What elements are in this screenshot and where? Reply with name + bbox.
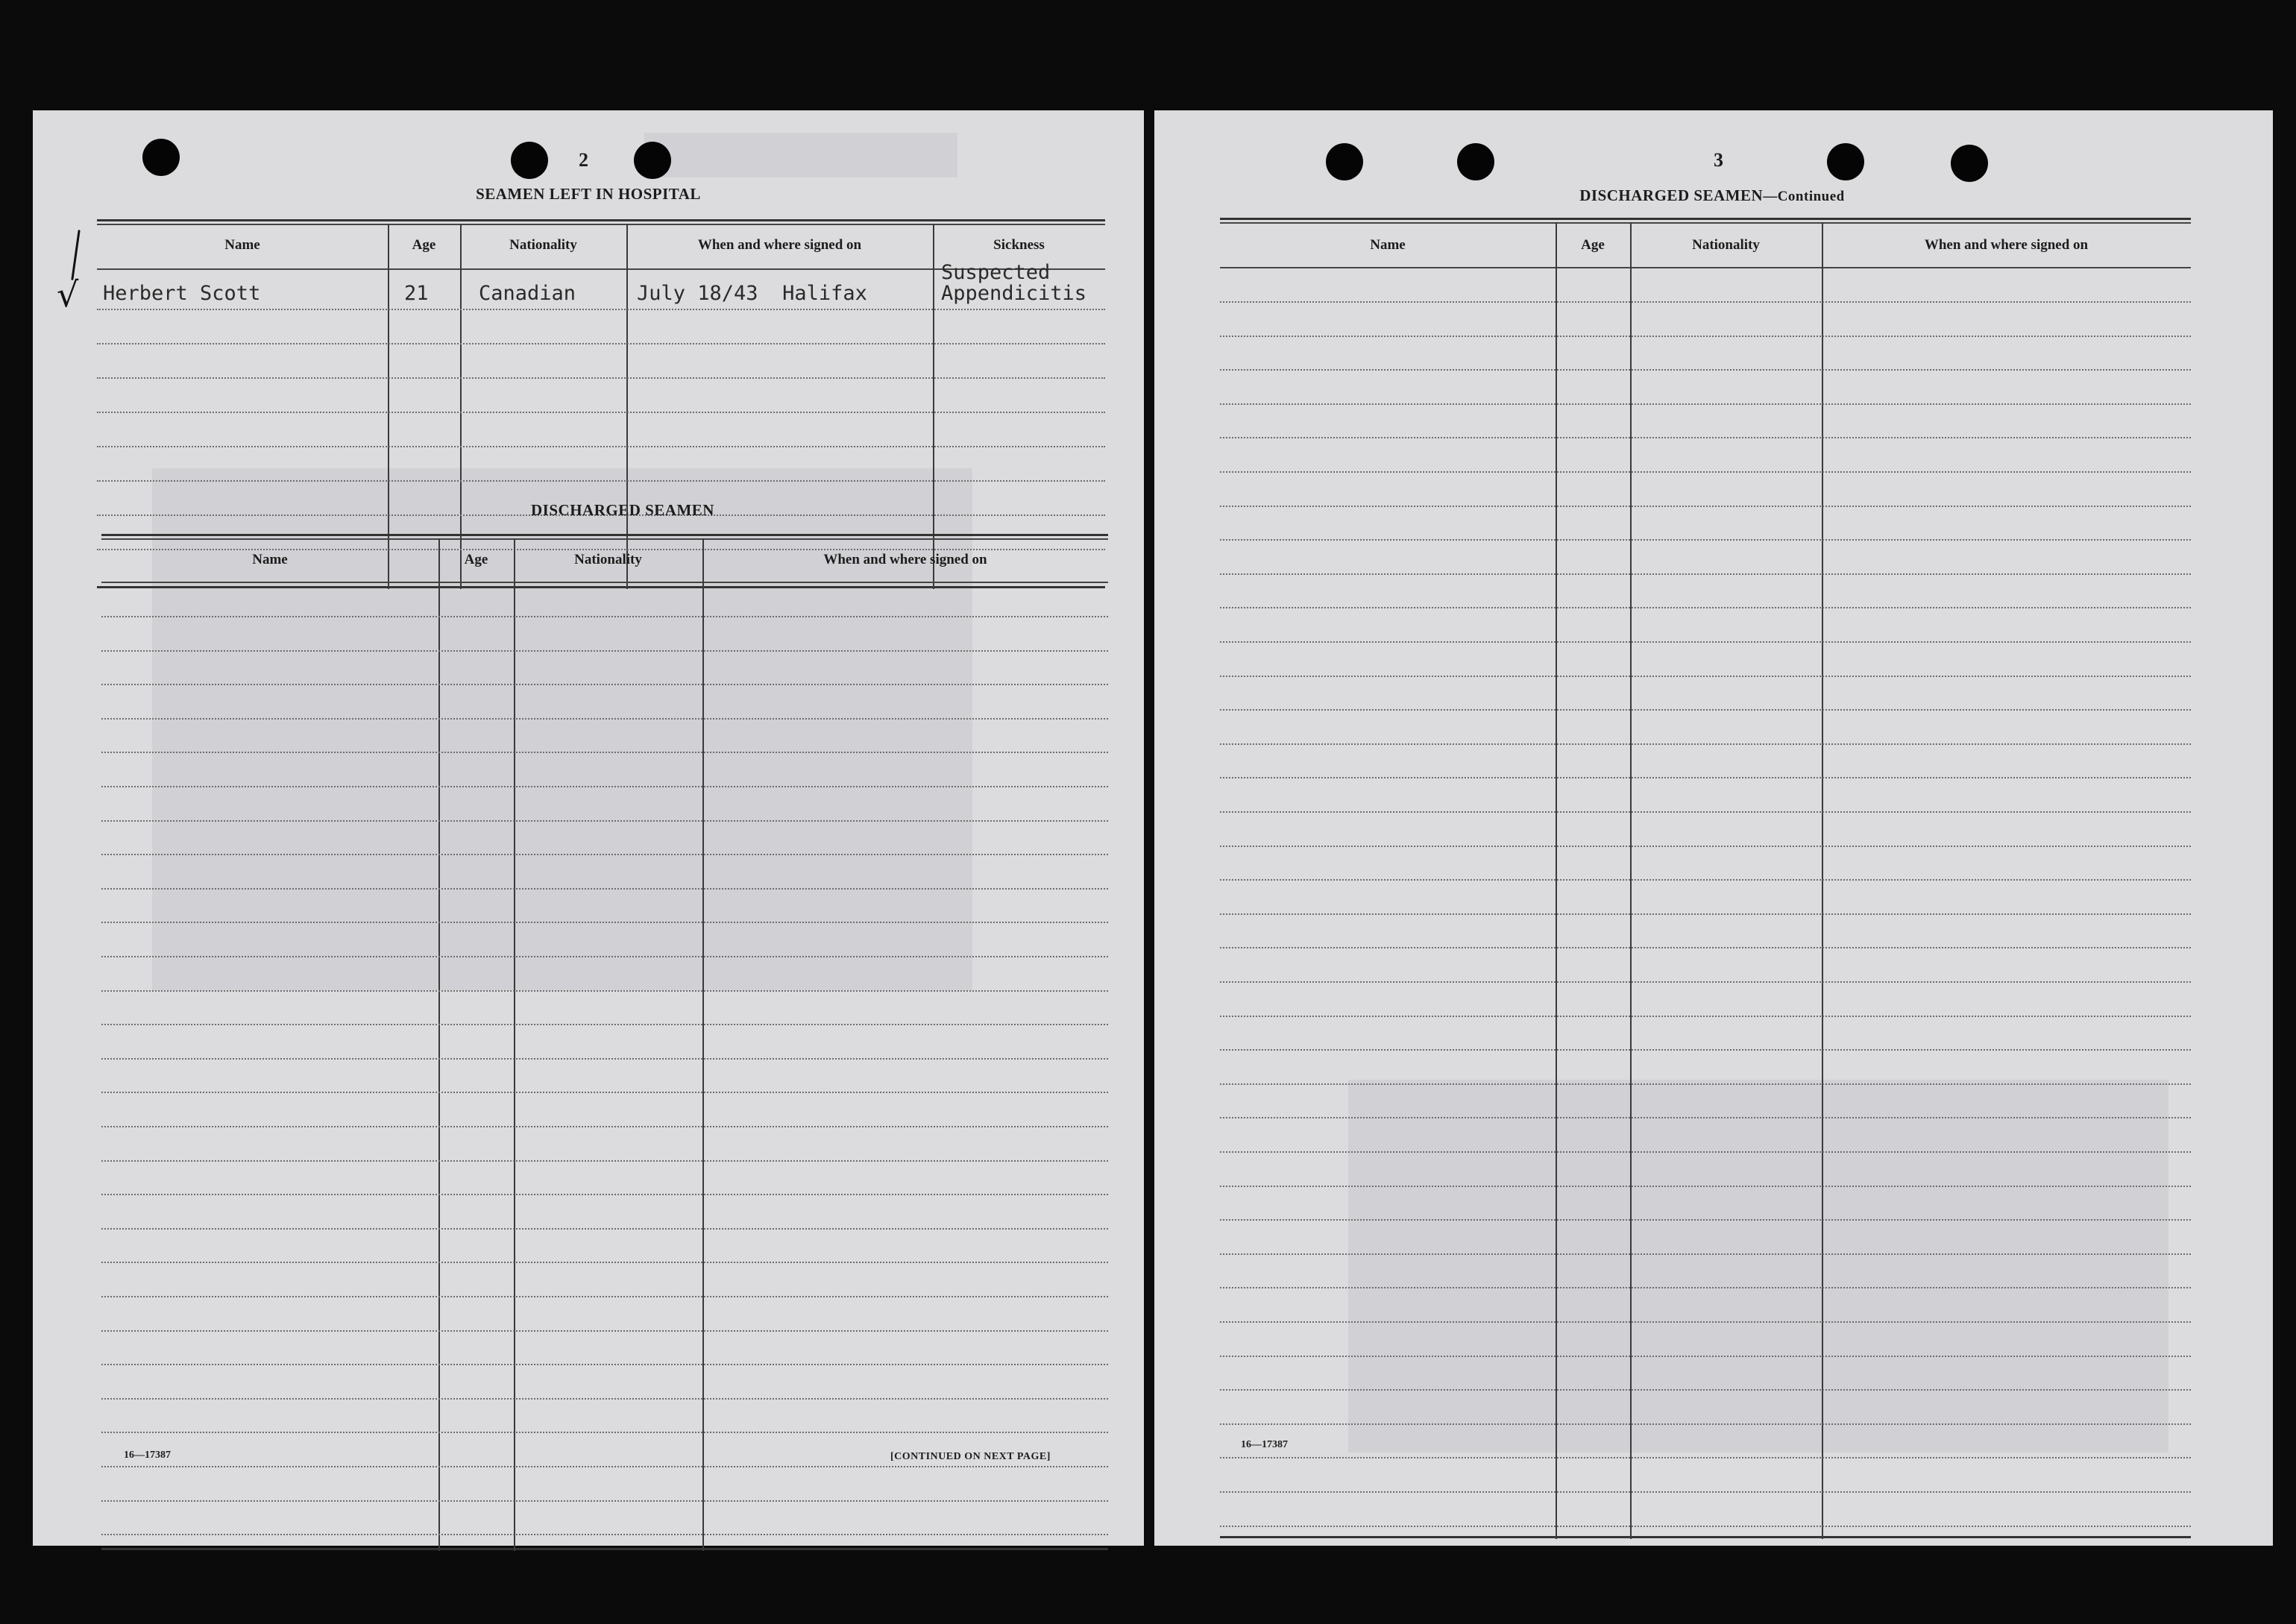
entry-line xyxy=(1220,1457,2191,1458)
entry-line xyxy=(1220,301,2191,303)
entry-line xyxy=(101,1160,1108,1162)
column-header-name: Name xyxy=(224,237,260,253)
table-rule xyxy=(101,538,1108,540)
entry-line xyxy=(101,1092,1108,1093)
table-rule xyxy=(97,219,1105,221)
entry-line xyxy=(1220,1151,2191,1153)
discharged-table-continued xyxy=(1220,218,2191,1539)
continued-note: [CONTINUED ON NEXT PAGE] xyxy=(890,1451,1051,1462)
entry-line xyxy=(97,309,1105,310)
entry-line xyxy=(1220,1117,2191,1118)
punch-hole xyxy=(142,139,180,176)
entry-line xyxy=(101,1058,1108,1060)
column-header-age: Age xyxy=(412,237,436,253)
entry-line xyxy=(1220,913,2191,915)
entry-line xyxy=(101,616,1108,617)
table-rule xyxy=(101,534,1108,536)
entry-line xyxy=(101,786,1108,787)
entry-line xyxy=(101,990,1108,992)
column-header-signed-on: When and where signed on xyxy=(1924,237,2089,253)
entry-line xyxy=(1220,1287,2191,1288)
table-rule xyxy=(101,582,1108,583)
column-header-nationality: Nationality xyxy=(509,237,577,253)
bleed-through xyxy=(644,133,957,177)
entry-line xyxy=(1220,437,2191,438)
entry-line xyxy=(1220,539,2191,541)
entry-line xyxy=(1220,879,2191,881)
entry-line xyxy=(1220,743,2191,745)
entry-line xyxy=(101,1262,1108,1263)
hospital-row-nationality: Canadian xyxy=(479,282,576,305)
punch-hole xyxy=(634,142,671,179)
punch-hole xyxy=(1827,143,1864,180)
entry-line xyxy=(1220,811,2191,813)
left-page xyxy=(33,110,1144,1546)
table-rule xyxy=(1220,222,2191,224)
entry-line xyxy=(97,446,1105,447)
entry-line xyxy=(1220,506,2191,507)
table-rule xyxy=(101,1548,1108,1550)
entry-line xyxy=(1220,1083,2191,1085)
punch-hole xyxy=(1326,143,1363,180)
entry-line xyxy=(101,1228,1108,1230)
table-rule xyxy=(97,224,1105,225)
entry-line xyxy=(1220,1491,2191,1493)
entry-line xyxy=(101,650,1108,652)
section-title-suffix: —Continued xyxy=(1763,189,1845,204)
entry-line xyxy=(101,1398,1108,1400)
table-rule xyxy=(1220,267,2191,268)
entry-line xyxy=(97,343,1105,344)
section-title-hospital: SEAMEN LEFT IN HOSPITAL xyxy=(476,185,701,203)
entry-line xyxy=(101,752,1108,753)
entry-line xyxy=(1220,1526,2191,1527)
entry-line xyxy=(1220,336,2191,337)
entry-line xyxy=(1220,947,2191,948)
entry-line xyxy=(1220,1423,2191,1425)
entry-line xyxy=(1220,1186,2191,1187)
punch-hole xyxy=(511,142,548,179)
entry-line xyxy=(101,922,1108,923)
entry-line xyxy=(101,1330,1108,1332)
punch-hole xyxy=(1951,145,1988,182)
entry-line xyxy=(101,1126,1108,1127)
hospital-row-age: 21 xyxy=(404,282,429,305)
entry-line xyxy=(101,956,1108,957)
entry-line xyxy=(1220,573,2191,575)
hospital-row-signed-on: July 18/43 Halifax xyxy=(637,282,867,305)
entry-line xyxy=(1220,777,2191,778)
page-number: 2 xyxy=(579,149,588,171)
entry-line xyxy=(101,684,1108,685)
section-title-main: DISCHARGED SEAMEN xyxy=(1579,186,1764,204)
entry-line xyxy=(1220,846,2191,847)
table-rule xyxy=(1220,218,2191,220)
entry-line xyxy=(97,480,1105,482)
entry-line xyxy=(101,820,1108,822)
entry-line xyxy=(101,1432,1108,1433)
entry-line xyxy=(101,1024,1108,1025)
check-mark: √ xyxy=(57,274,79,315)
entry-line xyxy=(1220,709,2191,711)
entry-line xyxy=(1220,1016,2191,1017)
column-header-name: Name xyxy=(252,552,288,567)
right-page xyxy=(1154,110,2273,1546)
entry-line xyxy=(97,412,1105,413)
column-header-age: Age xyxy=(1581,237,1605,253)
entry-line xyxy=(1220,607,2191,608)
entry-line xyxy=(101,1296,1108,1297)
column-header-nationality: Nationality xyxy=(574,552,642,567)
section-title-discharged-continued xyxy=(1154,186,2270,205)
column-header-nationality: Nationality xyxy=(1692,237,1760,253)
entry-line xyxy=(101,1364,1108,1365)
entry-line xyxy=(1220,1321,2191,1323)
form-number: 16—17387 xyxy=(1241,1439,1288,1450)
section-title-discharged: DISCHARGED SEAMEN xyxy=(531,501,714,519)
margin-stroke xyxy=(71,230,80,280)
entry-line xyxy=(101,1500,1108,1502)
table-rule xyxy=(1220,1536,2191,1538)
entry-line xyxy=(1220,1389,2191,1391)
entry-line xyxy=(101,1534,1108,1535)
entry-line xyxy=(101,888,1108,890)
column-header-signed-on: When and where signed on xyxy=(697,237,862,253)
punch-hole xyxy=(1457,143,1494,180)
entry-line xyxy=(101,718,1108,720)
hospital-row-sickness-line2: Appendicitis xyxy=(941,282,1087,305)
entry-line xyxy=(1220,471,2191,473)
form-number: 16—17387 xyxy=(124,1450,171,1461)
entry-line xyxy=(1220,403,2191,405)
entry-line xyxy=(101,1194,1108,1195)
column-header-sickness: Sickness xyxy=(993,237,1045,253)
column-header-age: Age xyxy=(464,552,488,567)
entry-line xyxy=(1220,1219,2191,1221)
entry-line xyxy=(1220,676,2191,677)
entry-line xyxy=(1220,641,2191,643)
entry-line xyxy=(101,1466,1108,1467)
entry-line xyxy=(1220,369,2191,371)
entry-line xyxy=(101,854,1108,855)
hospital-row-name: Herbert Scott xyxy=(103,282,261,305)
column-header-signed-on: When and where signed on xyxy=(823,552,987,567)
entry-line xyxy=(97,377,1105,379)
discharged-table xyxy=(101,534,1108,1551)
hospital-row-sickness-line1: Suspected xyxy=(941,261,1051,284)
entry-line xyxy=(1220,1253,2191,1255)
entry-line xyxy=(1220,981,2191,983)
entry-line xyxy=(1220,1356,2191,1357)
column-header-name: Name xyxy=(1370,237,1406,253)
page-number: 3 xyxy=(1714,149,1723,171)
entry-line xyxy=(1220,1049,2191,1051)
